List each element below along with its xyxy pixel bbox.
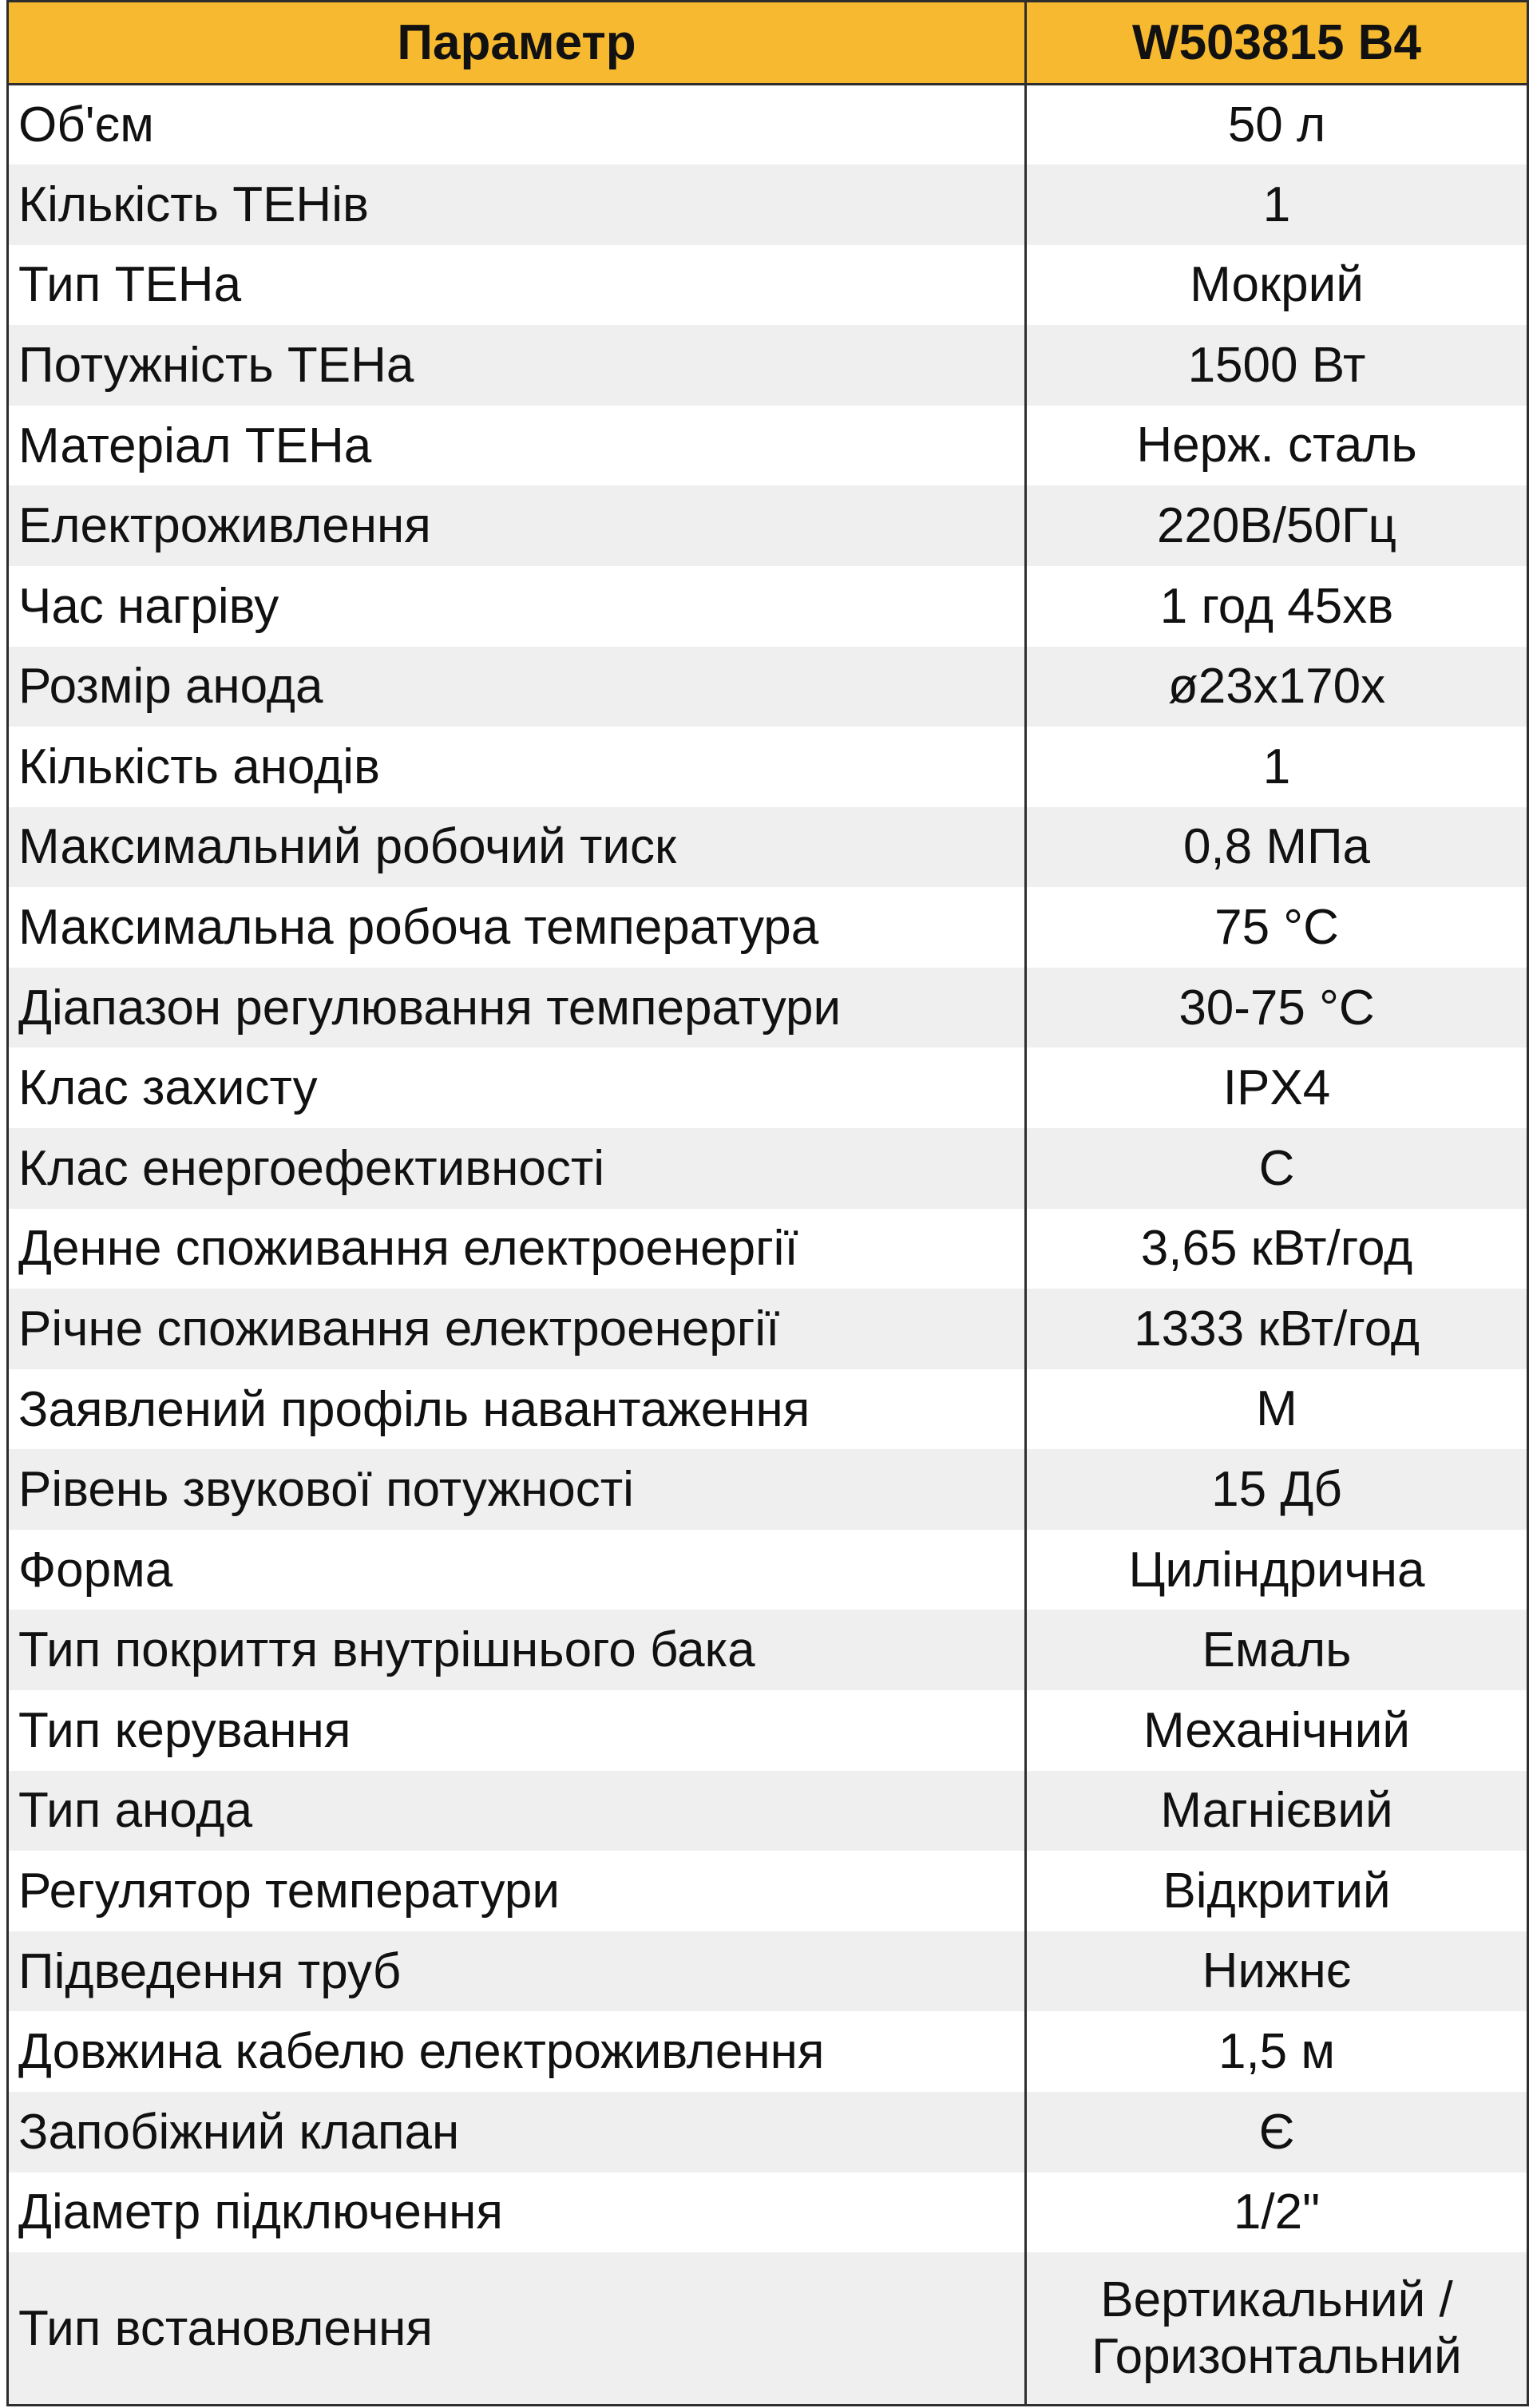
value-cell: 0,8 МПа: [1026, 807, 1528, 888]
param-cell: Заявлений профіль навантаження: [8, 1369, 1026, 1450]
param-cell: Регулятор температури: [8, 1851, 1026, 1931]
param-cell: Кількість анодів: [8, 727, 1026, 807]
value-cell: Нижнє: [1026, 1931, 1528, 2012]
header-row: [8, 2, 1528, 85]
specifications-table: [6, 0, 1529, 2406]
param-cell: Діапазон регулювання температури: [8, 968, 1026, 1048]
value-cell: IPX4: [1026, 1048, 1528, 1128]
table-row: [8, 1289, 1528, 1369]
param-cell: Тип анода: [8, 1771, 1026, 1852]
value-cell: Відкритий: [1026, 1851, 1528, 1931]
param-cell: Тип керування: [8, 1690, 1026, 1771]
table-row: [8, 887, 1528, 968]
value-cell: 1: [1026, 164, 1528, 245]
table-row: [8, 1690, 1528, 1771]
value-line-1: Вертикальний /: [1100, 2271, 1453, 2327]
param-cell: Діаметр підключення: [8, 2172, 1026, 2253]
table-row: [8, 727, 1528, 807]
table-row: [8, 485, 1528, 566]
table-body: [8, 85, 1528, 2406]
value-cell: 30-75 °С: [1026, 968, 1528, 1048]
param-cell: Довжина кабелю електроживлення: [8, 2011, 1026, 2092]
table-row: [8, 2172, 1528, 2253]
table-row: [8, 1931, 1528, 2012]
table-row: [8, 968, 1528, 1048]
param-cell: Час нагріву: [8, 566, 1026, 647]
param-cell: Денне споживання електроенергії: [8, 1209, 1026, 1289]
table-row: [8, 2011, 1528, 2092]
table-header: [8, 2, 1528, 85]
value-cell: Механічний: [1026, 1690, 1528, 1771]
table-row: [8, 1369, 1528, 1450]
table-row: [8, 245, 1528, 326]
value-cell: Нерж. сталь: [1026, 406, 1528, 486]
param-cell: Тип ТЕНа: [8, 245, 1026, 326]
value-cell: 1,5 м: [1026, 2011, 1528, 2092]
value-cell: 15 Дб: [1026, 1449, 1528, 1530]
header-parameter: Параметр: [8, 2, 1026, 85]
table-row: [8, 1048, 1528, 1128]
param-cell: Максимальна робоча температура: [8, 887, 1026, 968]
value-cell: М: [1026, 1369, 1528, 1450]
param-cell: Клас енергоефективності: [8, 1128, 1026, 1209]
value-cell: Є: [1026, 2092, 1528, 2172]
table-row: [8, 85, 1528, 165]
header-model: W503815 B4: [1026, 2, 1528, 85]
param-cell: Об'єм: [8, 85, 1026, 165]
param-cell: Електроживлення: [8, 485, 1026, 566]
table-row: [8, 406, 1528, 486]
table-row: [8, 164, 1528, 245]
table-row: [8, 1128, 1528, 1209]
value-cell: 1 год 45хв: [1026, 566, 1528, 647]
param-cell: Клас захисту: [8, 1048, 1026, 1128]
value-cell: 3,65 кВт/год: [1026, 1209, 1528, 1289]
value-cell: 220В/50Гц: [1026, 485, 1528, 566]
value-cell: 1333 кВт/год: [1026, 1289, 1528, 1369]
param-cell: Рівень звукової потужності: [8, 1449, 1026, 1530]
value-cell: 50 л: [1026, 85, 1528, 165]
param-cell: Тип встановлення: [8, 2252, 1026, 2405]
param-cell: Річне споживання електроенергії: [8, 1289, 1026, 1369]
value-cell: 1/2": [1026, 2172, 1528, 2253]
value-cell: 1: [1026, 727, 1528, 807]
param-cell: Кількість ТЕНів: [8, 164, 1026, 245]
table-row: [8, 2252, 1528, 2405]
value-cell: Циліндрична: [1026, 1530, 1528, 1610]
value-cell: 1500 Вт: [1026, 325, 1528, 406]
value-cell: Мокрий: [1026, 245, 1528, 326]
param-cell: Підведення труб: [8, 1931, 1026, 2012]
table-row: [8, 807, 1528, 888]
value-cell: 75 °С: [1026, 887, 1528, 968]
table-row: [8, 1771, 1528, 1852]
table-row: [8, 1209, 1528, 1289]
value-cell: С: [1026, 1128, 1528, 1209]
value-cell: [1026, 2252, 1528, 2405]
param-cell: Запобіжний клапан: [8, 2092, 1026, 2172]
param-cell: Тип покриття внутрішнього бака: [8, 1610, 1026, 1690]
param-cell: Матеріал ТЕНа: [8, 406, 1026, 486]
table-row: [8, 566, 1528, 647]
table-row: [8, 1851, 1528, 1931]
value-cell: Емаль: [1026, 1610, 1528, 1690]
param-cell: Форма: [8, 1530, 1026, 1610]
table-row: [8, 1610, 1528, 1690]
table-row: [8, 1530, 1528, 1610]
table-row: [8, 647, 1528, 727]
param-cell: Максимальний робочий тиск: [8, 807, 1026, 888]
param-cell: Розмір анода: [8, 647, 1026, 727]
table-row: [8, 1449, 1528, 1530]
value-cell: Магнієвий: [1026, 1771, 1528, 1852]
param-cell: Потужність ТЕНа: [8, 325, 1026, 406]
table-row: [8, 2092, 1528, 2172]
table-row: [8, 325, 1528, 406]
value-line-2: Горизонтальний: [1091, 2329, 1462, 2385]
value-cell: ø23х170х: [1026, 647, 1528, 727]
